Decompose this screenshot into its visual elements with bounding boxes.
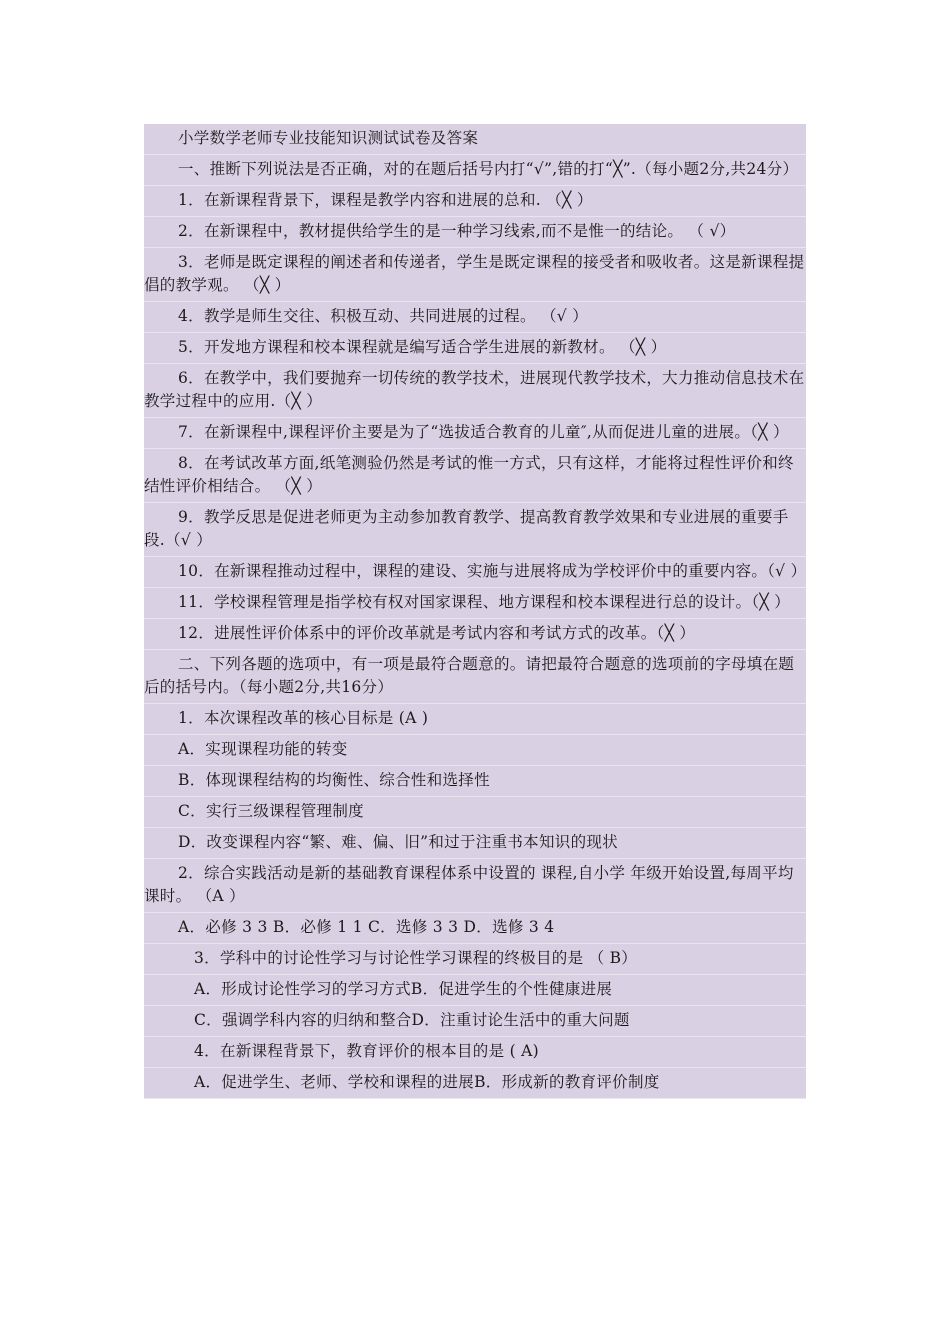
- tf-item-6: 6．在教学中，我们要抛弃一切传统的教学技术，进展现代教学技术，大力推动信息技术在教学过程中的应用.（╳ ）: [144, 364, 806, 418]
- section1-heading: 一、推断下列说法是否正确，对的在题后括号内打“√”,错的打“╳”.（每小题2分,共24分）: [144, 155, 806, 186]
- document-page: [144, 124, 806, 1099]
- tf-item-4: 4．教学是师生交往、积极互动、共同进展的过程。 （√ ）: [144, 302, 806, 333]
- mc-q1-stem: 1．本次课程改革的核心目标是 (A ): [144, 704, 806, 735]
- tf-item-11: 11．学校课程管理是指学校有权对国家课程、地方课程和校本课程进行总的设计。（╳ ）: [144, 588, 806, 619]
- mc-q2-stem: 2．综合实践活动是新的基础教育课程体系中设置的 课程,自小学 年级开始设置,每周平均 课时。 （A ）: [144, 859, 806, 913]
- mc-q1-option-b: B．体现课程结构的均衡性、综合性和选择性: [144, 766, 806, 797]
- tf-item-10: 10．在新课程推动过程中，课程的建设、实施与进展将成为学校评价中的重要内容。（√ ）: [144, 557, 806, 588]
- tf-item-1: 1．在新课程背景下，课程是教学内容和进展的总和. （╳ ）: [144, 186, 806, 217]
- tf-item-5: 5．开发地方课程和校本课程就是编写适合学生进展的新教材。 （╳ ）: [144, 333, 806, 364]
- mc-q1-option-d: D．改变课程内容“繁、难、偏、旧”和过于注重书本知识的现状: [144, 828, 806, 859]
- mc-q3-options-cd: C．强调学科内容的归纳和整合D．注重讨论生活中的重大问题: [144, 1006, 806, 1037]
- tf-item-9: 9．教学反思是促进老师更为主动参加教育教学、提高教育教学效果和专业进展的重要手段.（√ ）: [144, 503, 806, 557]
- tf-item-2: 2．在新课程中，教材提供给学生的是一种学习线索,而不是惟一的结论。 （ √）: [144, 217, 806, 248]
- mc-q2-options: A．必修 3 3 B．必修 1 1 C．选修 3 3 D．选修 3 4: [144, 913, 806, 944]
- document-title: 小学数学老师专业技能知识测试试卷及答案: [144, 124, 806, 155]
- mc-q1-option-a: A．实现课程功能的转变: [144, 735, 806, 766]
- tf-item-12: 12．进展性评价体系中的评价改革就是考试内容和考试方式的改革。（╳ ）: [144, 619, 806, 650]
- tf-item-7: 7．在新课程中,课程评价主要是为了“选拔适合教育的儿童″,从而促进儿童的进展。（╳ ）: [144, 418, 806, 449]
- mc-q3-options-ab: A．形成讨论性学习的学习方式B．促进学生的个性健康进展: [144, 975, 806, 1006]
- mc-q1-option-c: C．实行三级课程管理制度: [144, 797, 806, 828]
- mc-q4-stem: 4．在新课程背景下，教育评价的根本目的是 ( A): [144, 1037, 806, 1068]
- mc-q3-stem: 3．学科中的讨论性学习与讨论性学习课程的终极目的是 （ B）: [144, 944, 806, 975]
- tf-item-8: 8．在考试改革方面,纸笔测验仍然是考试的惟一方式，只有这样，才能将过程性评价和终结性评价相结合。 （╳ ）: [144, 449, 806, 503]
- section2-heading: 二、下列各题的选项中，有一项是最符合题意的。请把最符合题意的选项前的字母填在题后的括号内。（每小题2分,共16分）: [144, 650, 806, 704]
- tf-item-3: 3．老师是既定课程的阐述者和传递者，学生是既定课程的接受者和吸收者。这是新课程提倡的教学观。 （╳ ）: [144, 248, 806, 302]
- mc-q4-options-ab: A．促进学生、老师、学校和课程的进展B．形成新的教育评价制度: [144, 1068, 806, 1099]
